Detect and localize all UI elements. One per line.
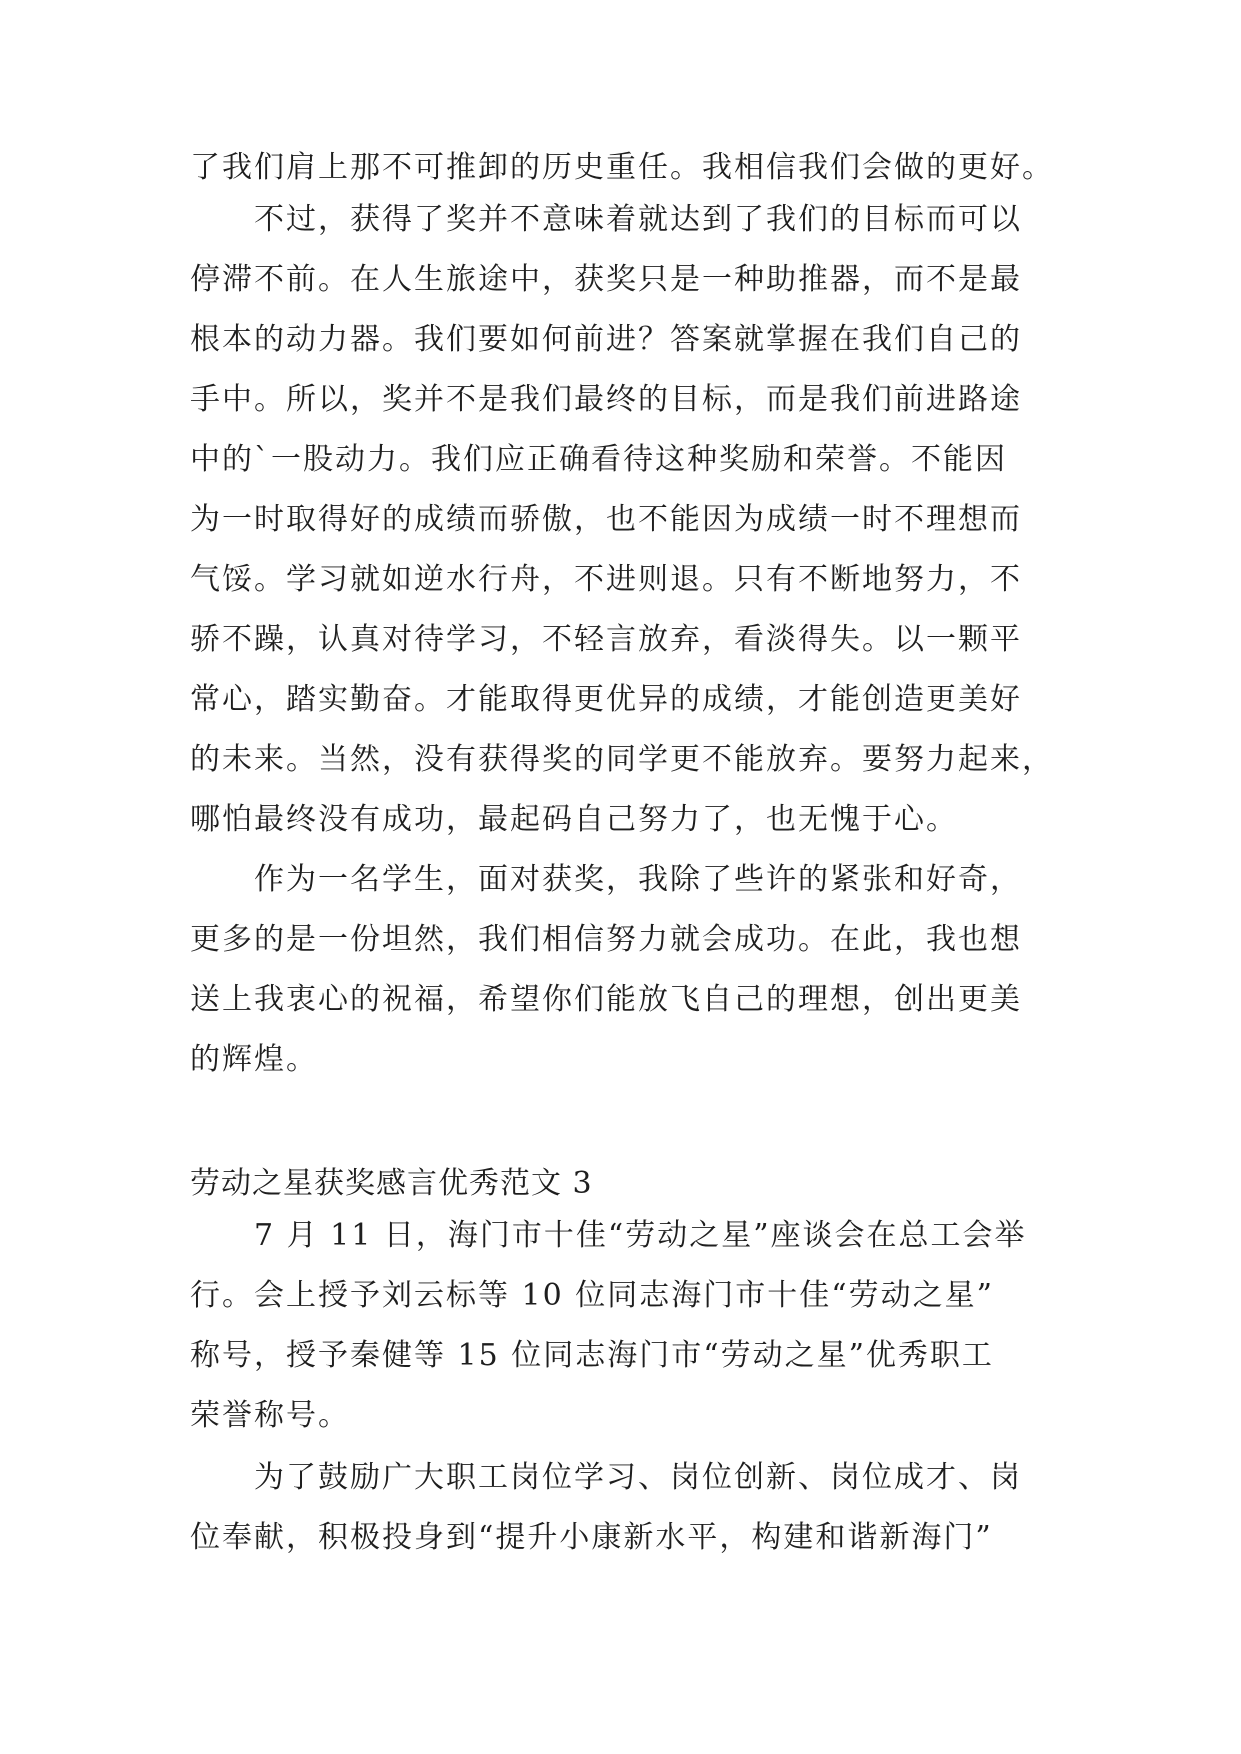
text-line: 的未来。当然，没有获得奖的同学更不能放弃。要努力起来， [190, 742, 1054, 777]
paragraph-4 [190, 1206, 1070, 1446]
paragraph-3 [190, 850, 1070, 1090]
text-line: 常心，踏实勤奋。才能取得更优异的成绩，才能创造更美好 [190, 682, 1022, 717]
text-line: 中的`一股动力。我们应正确看待这种奖励和荣誉。不能因 [190, 442, 1007, 477]
text-line: 行。会上授予刘云标等 10 位同志海门市十佳“劳动之星” [190, 1278, 994, 1313]
section-heading-block [190, 1154, 1070, 1214]
text-line: 的辉煌。 [190, 1042, 318, 1077]
text-line: 荣誉称号。 [190, 1398, 350, 1433]
text-line: 气馁。学习就如逆水行舟，不进则退。只有不断地努力，不 [190, 562, 1022, 597]
text-line: 骄不躁，认真对待学习，不轻言放弃，看淡得失。以一颗平 [190, 622, 1022, 657]
text-line: 更多的是一份坦然，我们相信努力就会成功。在此，我也想 [190, 922, 1022, 957]
paragraph-5 [190, 1448, 1070, 1568]
text-line: 7 月 11 日，海门市十佳“劳动之星”座谈会在总工会举 [254, 1218, 1027, 1253]
text-line: 哪怕最终没有成功，最起码自己努力了，也无愧于心。 [190, 802, 958, 837]
text-line: 根本的动力器。我们要如何前进？答案就掌握在我们自己的 [190, 322, 1022, 357]
text-line: 为了鼓励广大职工岗位学习、岗位创新、岗位成才、岗 [254, 1460, 1022, 1495]
text-line: 作为一名学生，面对获奖，我除了些许的紧张和好奇， [254, 862, 1022, 897]
section-heading: 劳动之星获奖感言优秀范文 3 [190, 1166, 593, 1201]
text-line: 不过，获得了奖并不意味着就达到了我们的目标而可以 [254, 202, 1022, 237]
text-line: 送上我衷心的祝福，希望你们能放飞自己的理想，创出更美 [190, 982, 1022, 1017]
text-line: 称号，授予秦健等 15 位同志海门市“劳动之星”优秀职工 [190, 1338, 994, 1373]
text-line: 了我们肩上那不可推卸的历史重任。我相信我们会做的更好。 [190, 150, 1054, 185]
text-line: 手中。所以，奖并不是我们最终的目标，而是我们前进路途 [190, 382, 1022, 417]
text-line: 为一时取得好的成绩而骄傲，也不能因为成绩一时不理想而 [190, 502, 1022, 537]
paragraph-1 [190, 138, 1070, 198]
paragraph-2 [190, 190, 1070, 850]
text-line: 位奉献，积极投身到“提升小康新水平，构建和谐新海门” [190, 1520, 993, 1555]
text-line: 停滞不前。在人生旅途中，获奖只是一种助推器，而不是最 [190, 262, 1022, 297]
